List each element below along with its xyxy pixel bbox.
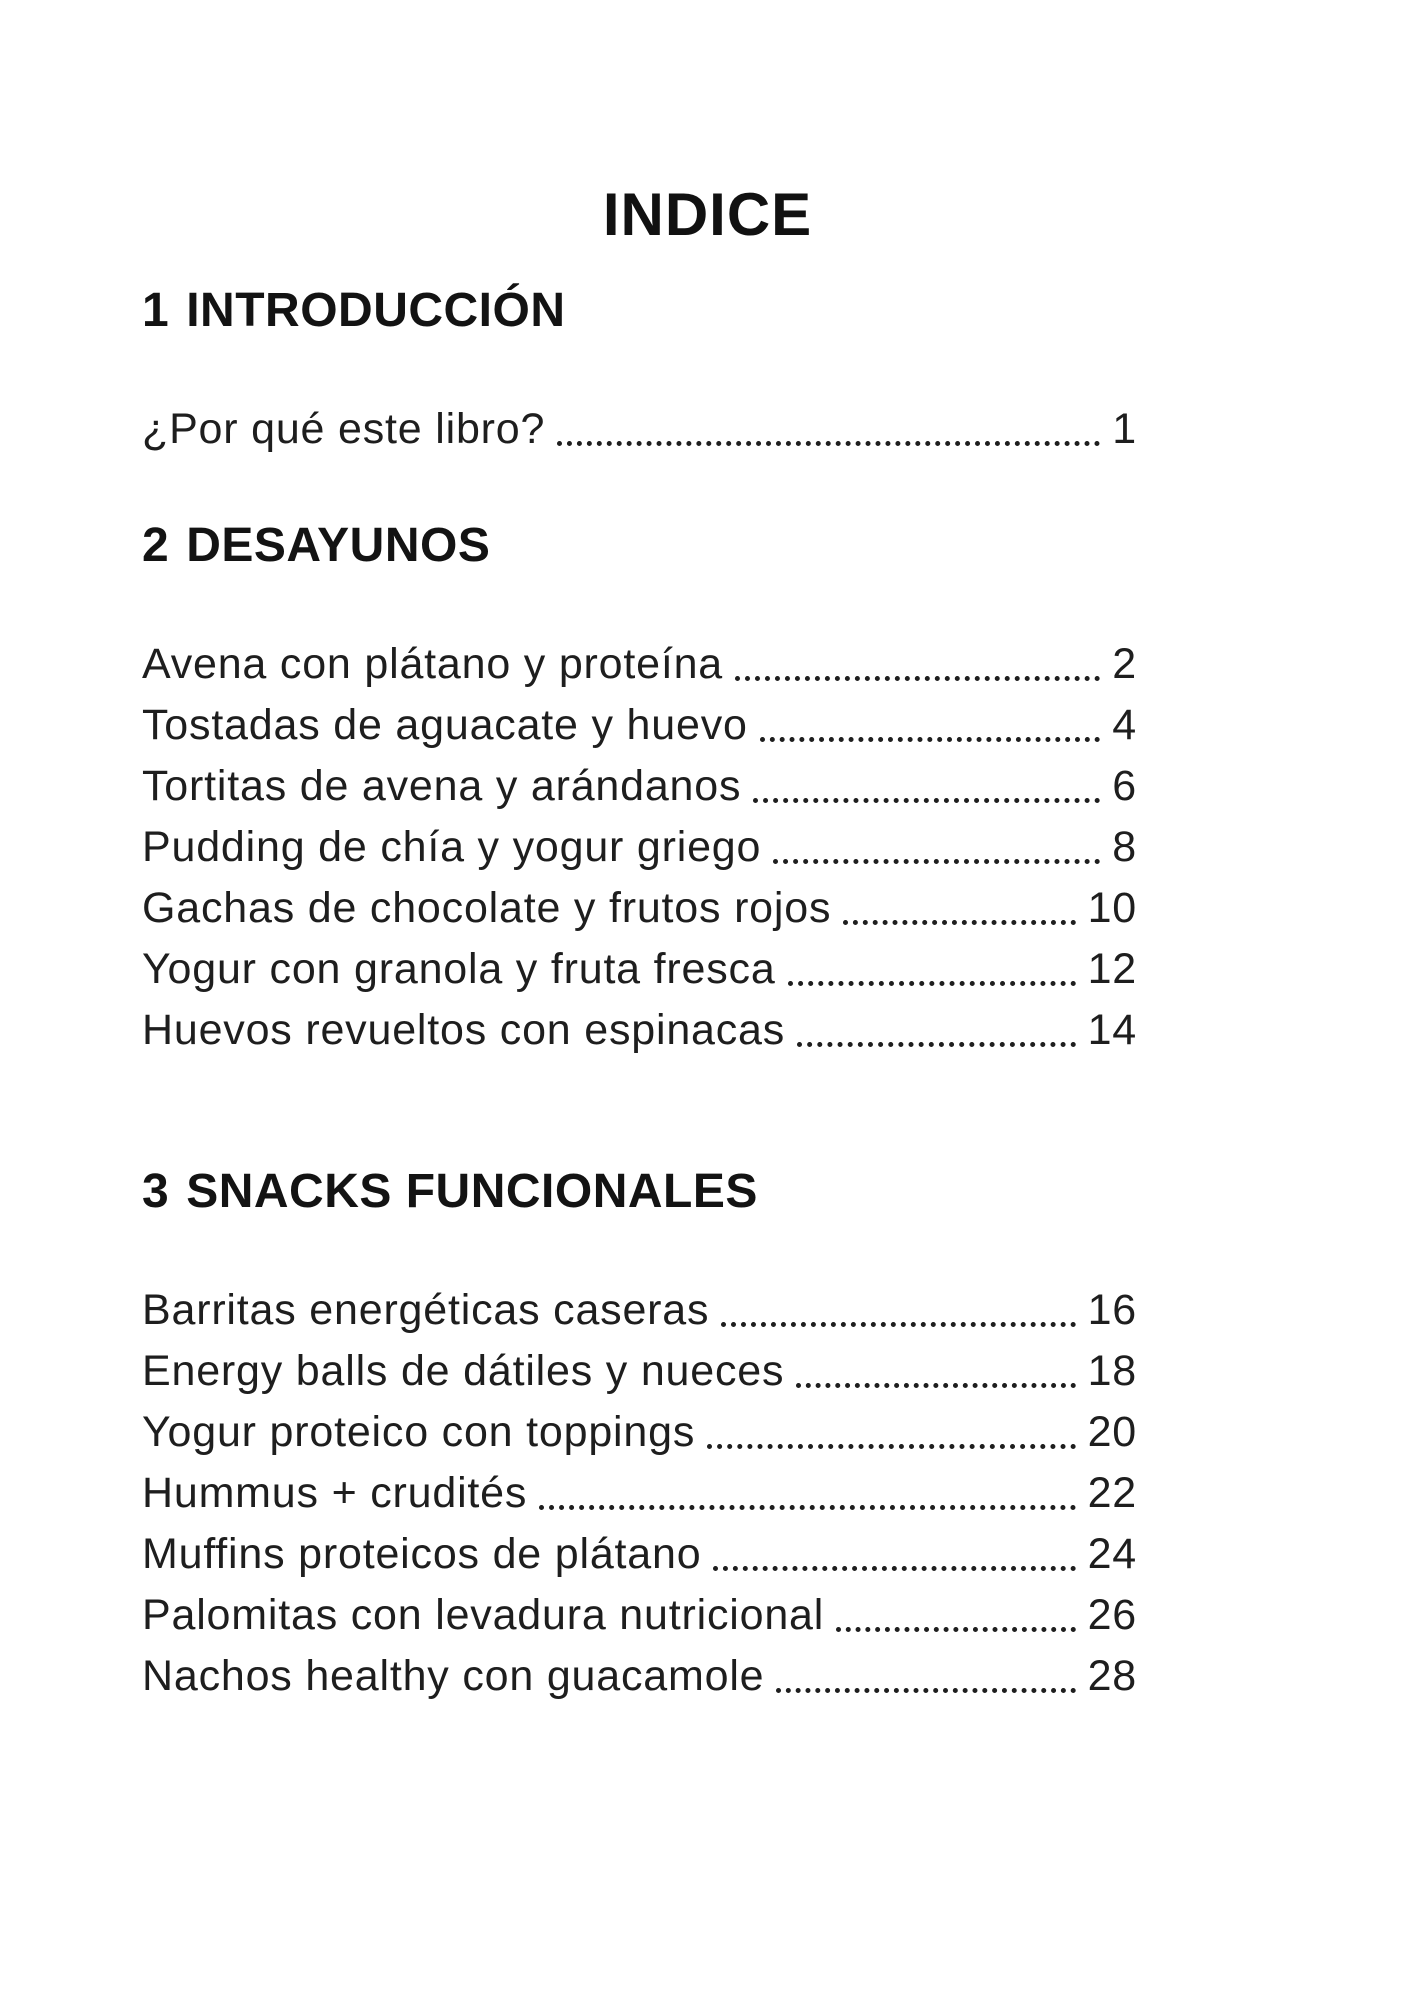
toc-entry-title: Avena con plátano y proteína [142,640,724,688]
toc-entry-page: 1 [1112,405,1137,453]
dot-leader [776,1688,1075,1693]
toc-entry[interactable] [142,1585,1137,1646]
dot-leader [735,676,1100,681]
toc-entry-title: Hummus + crudités [142,1469,528,1517]
toc-entry[interactable] [142,1280,1137,1341]
toc-section [142,284,1137,460]
dot-leader [760,737,1101,742]
dot-leader [797,1042,1075,1047]
toc-entry-title: Huevos revueltos con espinacas [142,1006,786,1054]
section-number: 3 [142,1165,170,1218]
toc-entry[interactable] [142,1402,1137,1463]
toc-entry-title: ¿Por qué este libro? [142,405,546,453]
toc-entry[interactable] [142,399,1137,460]
toc-entry[interactable] [142,1463,1137,1524]
section-number: 1 [142,284,170,337]
toc-entry-title: Tostadas de aguacate y huevo [142,701,748,749]
dot-leader [753,798,1100,803]
toc-entry-page: 24 [1087,1530,1137,1578]
toc-entry-title: Muffins proteicos de plátano [142,1530,702,1578]
toc-list [142,634,1137,1061]
dot-leader [557,441,1100,446]
section-heading [142,284,1137,337]
dot-leader [721,1322,1075,1327]
toc-entry[interactable] [142,878,1137,939]
dot-leader [788,981,1076,986]
toc-entry-title: Tortitas de avena y arándanos [142,762,742,810]
section-heading [142,519,1137,572]
toc-section [142,519,1137,1061]
toc-entry[interactable] [142,1646,1137,1707]
toc-entry-page: 20 [1087,1408,1137,1456]
dot-leader [539,1505,1075,1510]
toc-entry-title: Energy balls de dátiles y nueces [142,1347,785,1395]
toc-entry-page: 22 [1087,1469,1137,1517]
toc-entry-title: Gachas de chocolate y frutos rojos [142,884,832,932]
dot-leader [836,1627,1075,1632]
toc-entry[interactable] [142,634,1137,695]
toc-entry-page: 28 [1087,1652,1137,1700]
toc-list [142,1280,1137,1707]
toc-section [142,1165,1137,1707]
toc-entry-page: 4 [1112,701,1137,749]
section-number: 2 [142,519,170,572]
dot-leader [796,1383,1075,1388]
toc-entry-title: Yogur con granola y fruta fresca [142,945,776,993]
toc-entry-title: Yogur proteico con toppings [142,1408,696,1456]
toc-entry-title: Palomitas con levadura nutricional [142,1591,825,1639]
section-title: DESAYUNOS [186,519,491,572]
dot-leader [843,920,1075,925]
toc-entry-title: Barritas energéticas caseras [142,1286,710,1334]
toc-entry-page: 10 [1087,884,1137,932]
dot-leader [773,859,1100,864]
toc-entry-page: 6 [1112,762,1137,810]
toc-entry[interactable] [142,817,1137,878]
toc-entry[interactable] [142,695,1137,756]
page-title: INDICE [602,181,813,248]
toc-entry[interactable] [142,756,1137,817]
toc-entry-page: 18 [1087,1347,1137,1395]
dot-leader [713,1566,1075,1571]
toc-entry[interactable] [142,1524,1137,1585]
toc-list [142,399,1137,460]
toc-entry-page: 2 [1112,640,1137,688]
toc-entry-page: 12 [1087,945,1137,993]
section-heading [142,1165,1137,1218]
toc-entry-page: 14 [1087,1006,1137,1054]
toc-entry[interactable] [142,1000,1137,1061]
toc-entry-page: 26 [1087,1591,1137,1639]
toc-sections [0,284,1137,1707]
toc-entry-page: 8 [1112,823,1137,871]
section-title: SNACKS FUNCIONALES [186,1165,758,1218]
toc-entry[interactable] [142,1341,1137,1402]
toc-entry-title: Nachos healthy con guacamole [142,1652,765,1700]
toc-entry-page: 16 [1087,1286,1137,1334]
dot-leader [707,1444,1075,1449]
section-title: INTRODUCCIÓN [186,284,566,337]
toc-entry[interactable] [142,939,1137,1000]
toc-entry-title: Pudding de chía y yogur griego [142,823,762,871]
